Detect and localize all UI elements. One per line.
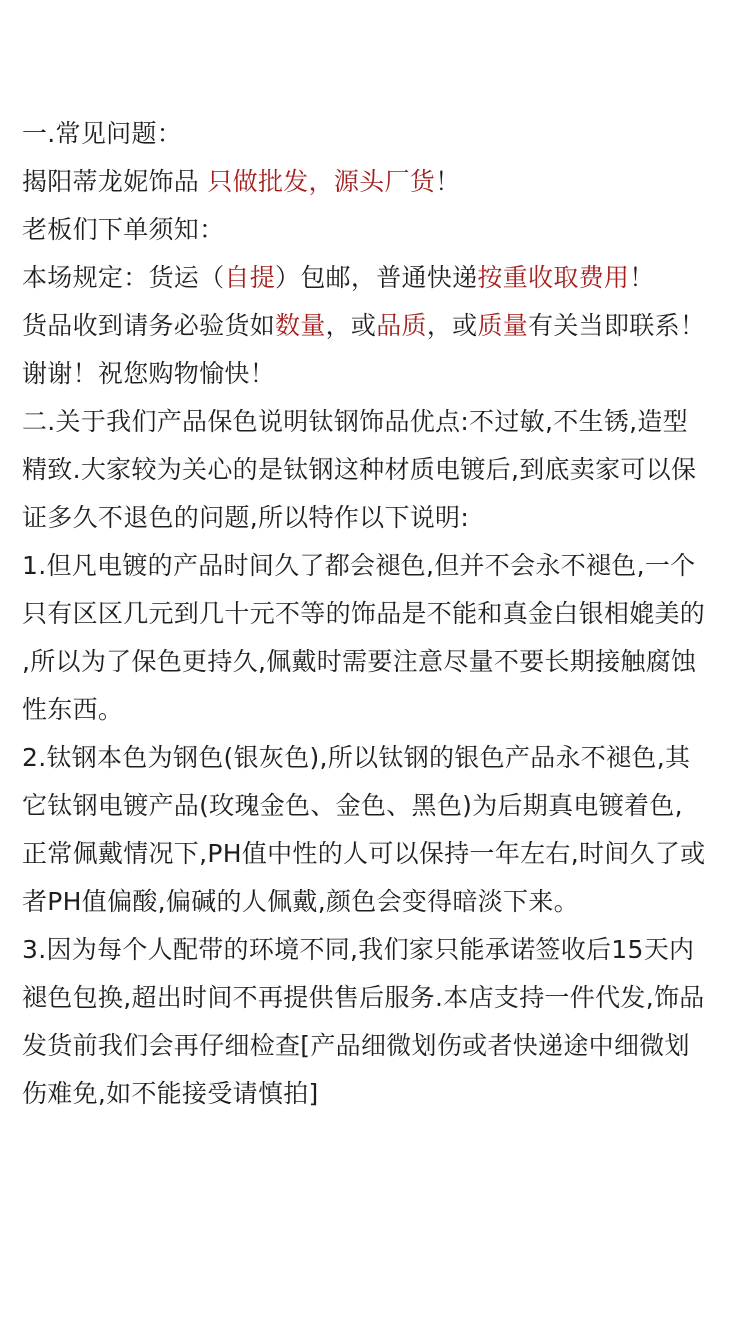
point-2 (22, 734, 728, 926)
rules-text-3: ！ (629, 263, 655, 292)
company-line (22, 158, 728, 206)
paragraph-line: 1.但凡电镀的产品时间久了都会褪色,但并不会永不褪色,一个 (22, 551, 696, 580)
wholesale-highlight: 只做批发，源头厂货 (207, 167, 436, 196)
grade-highlight: 品质 (376, 311, 427, 340)
paragraph-line: 性东西。 (22, 695, 124, 724)
paragraph-line: 只有区区几元到几十元不等的饰品是不能和真金白银相媲美的 (22, 599, 706, 628)
paragraph-line: 它钛钢电镀产品(玫瑰金色、金色、黑色)为后期真电镀着色, (22, 791, 683, 820)
thanks-line: 谢谢！祝您购物愉快！ (22, 359, 276, 388)
self-pickup-highlight: 自提 (224, 263, 276, 292)
paragraph-line: 者PH值偏酸,偏碱的人佩戴,颜色会变得暗淡下来。 (22, 887, 579, 916)
document-body (22, 110, 728, 1118)
paragraph-line: 发货前我们会再仔细检查[产品细微划伤或者快递途中细微划 (22, 1031, 690, 1060)
paragraph-line: 2.钛钢本色为钢色(银灰色),所以钛钢的银色产品永不褪色,其 (22, 743, 691, 772)
check-text-1: 货品收到请务必验货如 (22, 311, 276, 340)
section-2 (22, 398, 728, 542)
weight-fee-highlight: 按重收取费用 (477, 263, 630, 292)
paragraph-line: 正常佩戴情况下,PH值中性的人可以保持一年左右,时间久了或 (22, 839, 706, 868)
notice-heading: 老板们下单须知： (22, 215, 225, 244)
paragraph-line: 二.关于我们产品保色说明钛钢饰品优点:不过敏,不生锈,造型 (22, 407, 688, 436)
paragraph-line: 褪色包换,超出时间不再提供售后服务.本店支持一件代发,饰品 (22, 983, 705, 1012)
rules-text-1: 本场规定：货运（ (22, 263, 225, 292)
faq-heading: 一.常见问题： (22, 119, 183, 148)
check-text-3: ，或 (426, 311, 478, 340)
paragraph-line: ,所以为了保色更持久,佩戴时需要注意尽量不要长期接触腐蚀 (22, 647, 697, 676)
point-1 (22, 542, 728, 734)
quantity-highlight: 数量 (275, 311, 326, 340)
check-text-4: 有关当即联系！ (528, 311, 706, 340)
paragraph-line: 精致.大家较为关心的是钛钢这种材质电镀后,到底卖家可以保 (22, 455, 697, 484)
rules-line (22, 254, 728, 302)
paragraph-line: 3.因为每个人配带的环境不同,我们家只能承诺签收后15天内 (22, 935, 695, 964)
rules-text-2: ）包邮，普通快递 (275, 263, 478, 292)
paragraph-line: 伤难免,如不能接受请慎拍] (22, 1079, 319, 1108)
check-line (22, 302, 728, 350)
quality-highlight: 质量 (477, 311, 529, 340)
company-line-end: ！ (435, 167, 461, 196)
point-3 (22, 926, 728, 1118)
check-text-2: ，或 (325, 311, 377, 340)
paragraph-line: 证多久不退色的问题,所以特作以下说明: (22, 503, 470, 532)
company-name: 揭阳蒂龙妮饰品 (22, 167, 208, 196)
